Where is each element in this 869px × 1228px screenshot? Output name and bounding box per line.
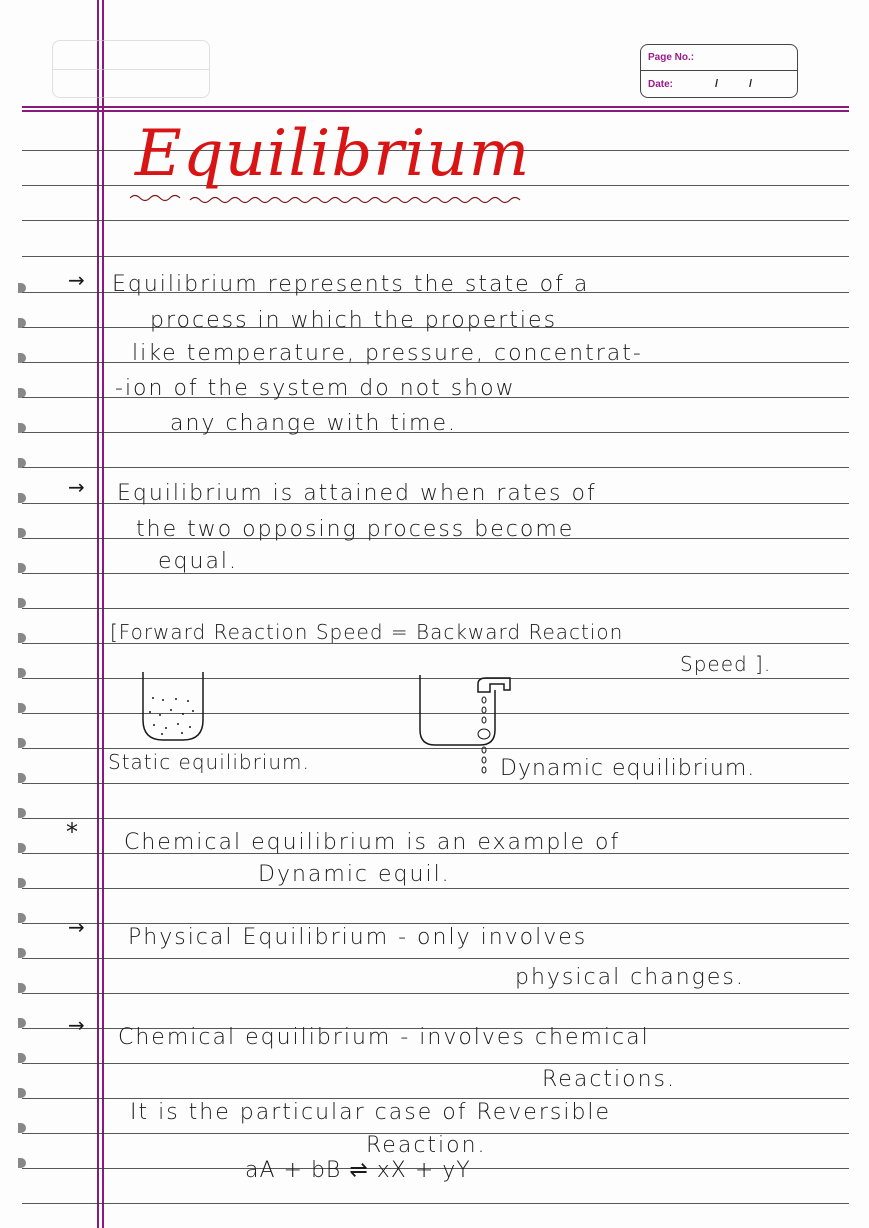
bleed-through-header-box — [52, 40, 210, 98]
ruled-line — [22, 818, 849, 819]
page-header-box — [640, 44, 798, 98]
ruled-line — [22, 1098, 849, 1099]
ruled-line — [22, 1203, 849, 1204]
page-title: Equilibrium — [135, 117, 531, 191]
ruled-line — [22, 608, 849, 609]
ruled-line — [22, 1063, 849, 1064]
binding-mark — [18, 633, 26, 643]
ruled-line — [22, 993, 849, 994]
binding-mark — [18, 1088, 26, 1098]
bullet1-line1: Equilibrium represents the state of a — [112, 272, 590, 297]
ruled-line — [22, 220, 849, 221]
bullet2-line3: equal. — [158, 549, 239, 574]
dynamic-equilibrium-label: Dynamic equilibrium. — [500, 756, 756, 781]
binding-mark — [18, 1158, 26, 1168]
binding-mark — [18, 563, 26, 573]
binding-mark — [18, 668, 26, 678]
physical-line1: Physical Equilibrium - only involves — [128, 925, 588, 950]
ruled-line — [22, 573, 849, 574]
ruled-line — [22, 256, 849, 257]
date-label: Date: — [648, 78, 674, 90]
binding-mark — [18, 773, 26, 783]
star-note-line1: Chemical equilibrium is an example of — [124, 830, 621, 855]
reaction-equation: aA + bB ⇌ xX + yY — [245, 1158, 471, 1183]
binding-mark — [18, 878, 26, 888]
binding-mark — [18, 528, 26, 538]
binding-mark — [18, 1018, 26, 1028]
arrow-bullet-icon: → — [68, 1013, 85, 1037]
static-beaker-drawing — [138, 670, 208, 745]
arrow-bullet-icon: → — [68, 268, 85, 292]
chemical-line4: Reaction. — [366, 1133, 487, 1158]
binding-mark — [18, 913, 26, 923]
header-rule — [22, 106, 849, 108]
binding-mark — [18, 598, 26, 608]
bracket-note-line1: [Forward Reaction Speed = Backward Reaction — [110, 620, 624, 644]
title-underline-squiggle — [130, 190, 530, 210]
header-rule-2 — [22, 110, 849, 112]
binding-mark — [18, 808, 26, 818]
binding-mark — [18, 1123, 26, 1133]
star-note-line2: Dynamic equil. — [258, 862, 451, 887]
date-field — [641, 71, 797, 97]
chemical-line2: Reactions. — [542, 1067, 677, 1092]
bullet1-line3: like temperature, pressure, concentrat- — [132, 341, 643, 366]
bullet1-line4: -ion of the system do not show — [115, 376, 516, 401]
binding-mark — [18, 493, 26, 503]
binding-mark — [18, 843, 26, 853]
bullet2-line2: the two opposing process become — [136, 517, 575, 542]
physical-line2: physical changes. — [515, 965, 745, 990]
arrow-bullet-icon: → — [68, 915, 85, 939]
binding-mark — [18, 738, 26, 748]
date-separator: / — [715, 78, 719, 90]
binding-mark — [18, 948, 26, 958]
chemical-line3: It is the particular case of Reversible — [130, 1100, 612, 1125]
bullet1-line2: process in which the properties — [150, 308, 558, 333]
page-no-field — [641, 45, 797, 71]
static-equilibrium-label: Static equilibrium. — [108, 750, 310, 774]
date-separator: / — [749, 78, 753, 90]
bullet1-line5: any change with time. — [170, 411, 457, 436]
ruled-line — [22, 923, 849, 924]
binding-mark — [18, 1053, 26, 1063]
ruled-line — [22, 467, 849, 468]
binding-mark — [18, 983, 26, 993]
chemical-line1: Chemical equilibrium - involves chemical — [118, 1025, 650, 1050]
arrow-bullet-icon: → — [68, 475, 85, 499]
ruled-line — [22, 958, 849, 959]
star-bullet-icon: * — [66, 818, 78, 846]
page-no-label: Page No.: — [648, 52, 695, 63]
ruled-line — [22, 888, 849, 889]
bracket-note-line2: Speed ]. — [680, 652, 772, 676]
binding-mark — [18, 703, 26, 713]
bullet2-line1: Equilibrium is attained when rates of — [117, 481, 597, 506]
